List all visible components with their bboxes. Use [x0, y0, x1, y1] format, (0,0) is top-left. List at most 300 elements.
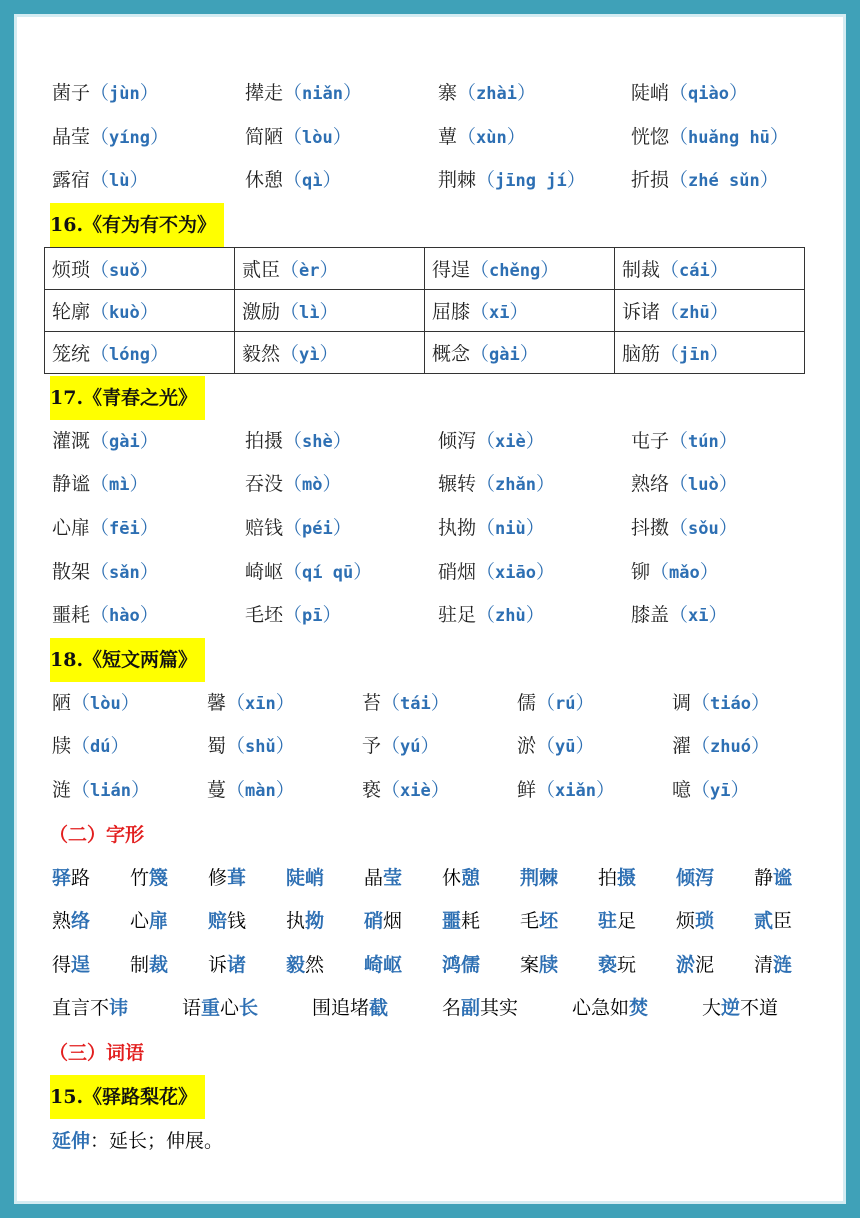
char-b: 拗 [305, 910, 325, 933]
word: 折损 [631, 169, 670, 192]
paren-open: （ [90, 300, 110, 323]
vocab-item [245, 72, 438, 116]
vocab-grid-18 [52, 682, 832, 813]
pinyin: màn [245, 780, 276, 801]
paren-open: （ [476, 516, 496, 539]
paren-open: （ [669, 125, 689, 148]
word: 淤 [517, 735, 537, 758]
char-a: 崎岖 [364, 953, 403, 976]
char-a: 贰 [754, 910, 774, 933]
vocab-item [438, 594, 631, 638]
paren-open: （ [90, 169, 110, 192]
paren-open: （ [283, 560, 303, 583]
pinyin: tiáo [710, 693, 751, 714]
paren-close: ） [516, 82, 536, 104]
paren-close: ） [319, 300, 339, 323]
paren-close: ） [149, 342, 169, 365]
word: 辗转 [438, 473, 477, 496]
paren-open: （ [90, 516, 110, 539]
zixing-word [286, 857, 364, 901]
char-a: 诉 [208, 953, 228, 976]
word: 诉诸 [622, 300, 661, 323]
vocab-item [631, 551, 824, 595]
paren-open: （ [691, 735, 711, 758]
table-cell [425, 289, 615, 331]
char-b: 足 [617, 910, 637, 933]
idiom-part: 其实 [480, 997, 519, 1020]
word: 灌溉 [52, 429, 91, 452]
paren-open: （ [691, 778, 711, 801]
paren-close: ） [509, 300, 529, 323]
char-a: 驻 [598, 910, 618, 933]
paren-open: （ [470, 258, 490, 281]
paren-close: ） [332, 429, 352, 452]
word: 简陋 [245, 125, 284, 148]
paren-close: ） [332, 125, 352, 148]
table-cell [425, 331, 615, 373]
paren-close: ） [525, 604, 545, 627]
paren-open: （ [71, 778, 91, 801]
paren-open: （ [226, 691, 246, 714]
char-b: 臣 [773, 910, 793, 933]
vocab-item [52, 594, 245, 638]
word: 蕈 [438, 125, 458, 148]
word: 蔓 [207, 778, 227, 801]
char-a: 制 [130, 953, 150, 976]
pinyin: lòu [90, 693, 121, 714]
table-row [45, 289, 805, 331]
vocab-item [438, 551, 631, 595]
word: 涟 [52, 778, 72, 801]
pinyin: yú [400, 737, 421, 758]
paren-close: ） [342, 82, 362, 104]
paren-close: ） [699, 560, 719, 583]
pinyin: qiào [688, 84, 729, 104]
pinyin: qí qū [302, 562, 354, 583]
word: 赔钱 [245, 516, 284, 539]
zixing-word [442, 900, 520, 944]
word: 静谧 [52, 473, 91, 496]
paren-close: ） [139, 516, 159, 539]
char-b: 络 [71, 910, 91, 933]
pinyin: sǎn [109, 562, 140, 583]
word: 崎岖 [245, 560, 284, 583]
word: 调 [672, 691, 692, 714]
zixing-word [364, 857, 442, 901]
table-row [45, 331, 805, 373]
paren-close: ） [275, 778, 295, 801]
zixing-word [520, 944, 598, 988]
zixing-title: （二）字形 [49, 823, 145, 846]
pinyin: zhū [679, 302, 710, 323]
paren-open: （ [71, 735, 91, 758]
word: 毅然 [242, 342, 281, 365]
word: 牍 [52, 735, 72, 758]
zixing-word [52, 857, 130, 901]
pinyin: jīng jí [495, 171, 567, 192]
word: 散架 [52, 560, 91, 583]
paren-open: （ [283, 473, 303, 496]
paren-close: ） [110, 735, 130, 758]
char-a: 倾泻 [676, 866, 715, 889]
vocab-item [207, 725, 362, 769]
word: 屈膝 [432, 300, 471, 323]
char-b: 裁 [149, 953, 169, 976]
word: 拍摄 [245, 429, 284, 452]
idiom [182, 987, 312, 1031]
word: 予 [362, 735, 382, 758]
vocab-item [438, 116, 631, 160]
word: 荆棘 [438, 169, 477, 192]
char-a: 亵 [598, 953, 618, 976]
zixing-word [208, 900, 286, 944]
char-b: 憩 [461, 866, 481, 889]
char-b: 钱 [227, 910, 247, 933]
char-a: 休 [442, 866, 462, 889]
zixing-word [676, 900, 754, 944]
paren-close: ） [730, 778, 750, 801]
word: 驻足 [438, 604, 477, 627]
paren-close: ） [139, 300, 159, 323]
vocab-item [631, 594, 824, 638]
vocab-grid-15 [52, 72, 832, 203]
zixing-word [286, 900, 364, 944]
pinyin: zhù [495, 606, 526, 627]
char-a: 静 [754, 866, 774, 889]
term: 延伸 [52, 1129, 91, 1152]
vocab-item [438, 420, 631, 464]
pinyin: xiǎn [555, 780, 596, 801]
paren-open: （ [669, 516, 689, 539]
char-b: 路 [71, 866, 91, 889]
idiom-part: 名 [442, 997, 462, 1020]
pinyin: xùn [476, 127, 507, 148]
table-cell [235, 247, 425, 289]
paren-open: （ [669, 604, 689, 627]
char-b: 琐 [695, 910, 715, 933]
paren-close: ） [430, 778, 450, 801]
idiom-part: 不道 [740, 997, 779, 1020]
word: 制裁 [622, 258, 661, 281]
pinyin: jīn [679, 344, 710, 365]
zixing-row [52, 944, 832, 988]
vocab-item [245, 594, 438, 638]
paren-open: （ [283, 169, 303, 192]
paren-open: （ [660, 300, 680, 323]
paren-open: （ [381, 778, 401, 801]
zixing-word [754, 944, 832, 988]
word: 贰臣 [242, 258, 281, 281]
paren-close: ） [139, 560, 159, 583]
word: 苔 [362, 691, 382, 714]
paren-close: ） [750, 735, 770, 758]
paren-close: ） [120, 691, 140, 714]
pinyin: kuò [109, 302, 140, 323]
paren-open: （ [691, 691, 711, 714]
word: 恍惚 [631, 125, 670, 148]
paren-open: （ [90, 342, 110, 365]
word: 濯 [672, 735, 692, 758]
paren-open: （ [660, 342, 680, 365]
paren-close: ） [709, 258, 729, 281]
word: 概念 [432, 342, 471, 365]
char-b: 摄 [617, 866, 637, 889]
table-cell [235, 331, 425, 373]
idiom-part: 大 [702, 997, 722, 1020]
word: 脑筋 [622, 342, 661, 365]
ciyu-sub-title: 15.《驿路梨花》 [50, 1075, 205, 1119]
pinyin: èr [299, 260, 320, 281]
idiom-part: 讳 [109, 997, 129, 1020]
char-a: 晶 [364, 866, 384, 889]
char-b: 葺 [227, 866, 247, 889]
paren-close: ） [728, 82, 748, 104]
pinyin: shè [302, 431, 333, 452]
pinyin: qì [302, 171, 323, 192]
zixing-word [520, 857, 598, 901]
char-a: 硝 [364, 910, 384, 933]
zixing-word [598, 944, 676, 988]
char-a: 噩 [442, 910, 462, 933]
word: 鲜 [517, 778, 537, 801]
zixing-word [364, 944, 442, 988]
pinyin: lòu [302, 127, 333, 148]
paren-close: ） [769, 125, 789, 148]
char-b: 扉 [149, 910, 169, 933]
pinyin: luò [688, 475, 719, 496]
paren-open: （ [476, 560, 496, 583]
char-b: 莹 [383, 866, 403, 889]
paren-open: （ [90, 82, 110, 104]
char-a: 案 [520, 953, 540, 976]
paren-open: （ [470, 300, 490, 323]
paren-open: （ [226, 735, 246, 758]
char-b: 篾 [149, 866, 169, 889]
zixing-word [598, 900, 676, 944]
paren-open: （ [90, 258, 110, 281]
word: 蜀 [207, 735, 227, 758]
pinyin: jùn [109, 84, 140, 104]
char-a: 执 [286, 910, 306, 933]
paren-open: （ [381, 691, 401, 714]
word: 屯子 [631, 429, 670, 452]
vocab-item [362, 725, 517, 769]
char-a: 赔 [208, 910, 228, 933]
zixing-grid [52, 857, 832, 988]
char-a: 驿 [52, 866, 72, 889]
vocab-item [52, 769, 207, 813]
table-cell [425, 247, 615, 289]
vocab-item [672, 725, 827, 769]
word: 陋 [52, 691, 72, 714]
word: 执拗 [438, 516, 477, 539]
pinyin: rú [555, 693, 576, 714]
vocab-item [672, 682, 827, 726]
paren-open: （ [457, 82, 477, 104]
zixing-word [676, 944, 754, 988]
char-a: 竹 [130, 866, 150, 889]
vocab-item [52, 725, 207, 769]
pinyin: tún [688, 431, 719, 452]
paren-close: ） [718, 516, 738, 539]
pinyin: sǒu [688, 518, 719, 539]
paren-close: ） [535, 473, 555, 496]
definition-line [52, 1119, 832, 1163]
char-b: 牍 [539, 953, 559, 976]
word: 噩耗 [52, 604, 91, 627]
paren-close: ） [759, 169, 779, 192]
vocab-item [52, 463, 245, 507]
paren-close: ） [139, 429, 159, 452]
vocab-grid-17 [52, 420, 832, 638]
pinyin: tái [400, 693, 431, 714]
paren-close: ） [750, 691, 770, 714]
paren-close: ） [319, 258, 339, 281]
paren-open: （ [280, 342, 300, 365]
table-cell [45, 289, 235, 331]
idiom-part: 心 [220, 997, 240, 1020]
pinyin: lóng [109, 344, 150, 365]
vocab-item [245, 463, 438, 507]
table-cell [615, 247, 805, 289]
vocab-item [52, 507, 245, 551]
paren-close: ） [332, 516, 352, 539]
vocab-item [631, 420, 824, 464]
paren-open: （ [470, 342, 490, 365]
word: 寨 [438, 82, 458, 104]
vocab-item [52, 116, 245, 160]
paren-open: （ [536, 778, 556, 801]
paren-close: ） [129, 169, 149, 192]
paren-close: ） [506, 125, 526, 148]
zixing-word [130, 900, 208, 944]
vocab-item [631, 72, 824, 116]
pinyin: fēi [109, 518, 140, 539]
pinyin: huǎng hū [688, 127, 770, 148]
zixing-word [442, 944, 520, 988]
word: 笼统 [52, 342, 91, 365]
table-cell [615, 331, 805, 373]
pinyin: dú [90, 737, 111, 758]
word: 烦琐 [52, 258, 91, 281]
vocab-item [207, 682, 362, 726]
paren-close: ） [420, 735, 440, 758]
pinyin: yū [555, 737, 576, 758]
paren-close: ） [275, 735, 295, 758]
idiom-part: 副 [461, 997, 481, 1020]
paren-open: （ [283, 516, 303, 539]
document-page [14, 14, 846, 1204]
paren-close: ） [275, 691, 295, 714]
char-a: 熟 [52, 910, 72, 933]
paren-open: （ [283, 125, 303, 148]
char-a: 陡峭 [286, 866, 325, 889]
idiom-part: 直言不 [52, 997, 110, 1020]
paren-close: ） [540, 258, 560, 281]
paren-open: （ [536, 691, 556, 714]
idiom-part: 逆 [721, 997, 741, 1020]
char-b: 泥 [695, 953, 715, 976]
idiom [572, 987, 702, 1031]
pinyin: mì [109, 475, 130, 496]
word: 撵走 [245, 82, 284, 104]
paren-open: （ [669, 473, 689, 496]
char-a: 烦 [676, 910, 696, 933]
paren-open: （ [90, 429, 110, 452]
zixing-word [208, 857, 286, 901]
table-row [45, 247, 805, 289]
paren-close: ） [708, 604, 728, 627]
vocab-item [52, 420, 245, 464]
pinyin: xī [489, 302, 510, 323]
paren-close: ） [519, 342, 539, 365]
paren-open: （ [476, 429, 496, 452]
zixing-word [364, 900, 442, 944]
vocab-item [438, 72, 631, 116]
paren-close: ） [149, 125, 169, 148]
vocab-item [517, 682, 672, 726]
pinyin: gài [109, 431, 140, 452]
word: 硝烟 [438, 560, 477, 583]
paren-open: （ [669, 82, 689, 104]
paren-open: （ [660, 258, 680, 281]
paren-close: ） [319, 342, 339, 365]
char-a: 心 [130, 910, 150, 933]
paren-close: ） [139, 82, 159, 104]
pinyin: zhǎn [495, 475, 536, 496]
paren-close: ） [525, 516, 545, 539]
vocab-table-16 [44, 247, 805, 374]
word: 轮廓 [52, 300, 91, 323]
idiom-part: 重 [201, 997, 221, 1020]
paren-close: ） [575, 735, 595, 758]
paren-open: （ [90, 560, 110, 583]
word: 吞没 [245, 473, 284, 496]
vocab-item [52, 72, 245, 116]
paren-close: ） [130, 778, 150, 801]
paren-open: （ [476, 604, 496, 627]
pinyin: niǎn [302, 84, 343, 104]
pinyin: xiè [400, 780, 431, 801]
idiom-part: 长 [239, 997, 259, 1020]
word: 铆 [631, 560, 651, 583]
char-a: 清 [754, 953, 774, 976]
zixing-word [52, 944, 130, 988]
idiom-part: 截 [369, 997, 389, 1020]
idiom [442, 987, 572, 1031]
char-b: 然 [305, 953, 325, 976]
word: 晶莹 [52, 125, 91, 148]
paren-close: ） [566, 169, 586, 192]
paren-open: （ [669, 169, 689, 192]
word: 菌子 [52, 82, 91, 104]
word: 毛坯 [245, 604, 284, 627]
char-b: 玩 [617, 953, 637, 976]
pinyin: hào [109, 606, 140, 627]
char-a: 拍 [598, 866, 618, 889]
pinyin: mǎo [669, 562, 700, 583]
pinyin: yì [299, 344, 320, 365]
paren-open: （ [283, 604, 303, 627]
word: 馨 [207, 691, 227, 714]
paren-open: （ [71, 691, 91, 714]
pinyin: zhé sǔn [688, 171, 760, 192]
char-a: 修 [208, 866, 228, 889]
idiom-part: 语 [182, 997, 202, 1020]
zixing-word [520, 900, 598, 944]
pinyin: gài [489, 344, 520, 365]
char-b: 烟 [383, 910, 403, 933]
